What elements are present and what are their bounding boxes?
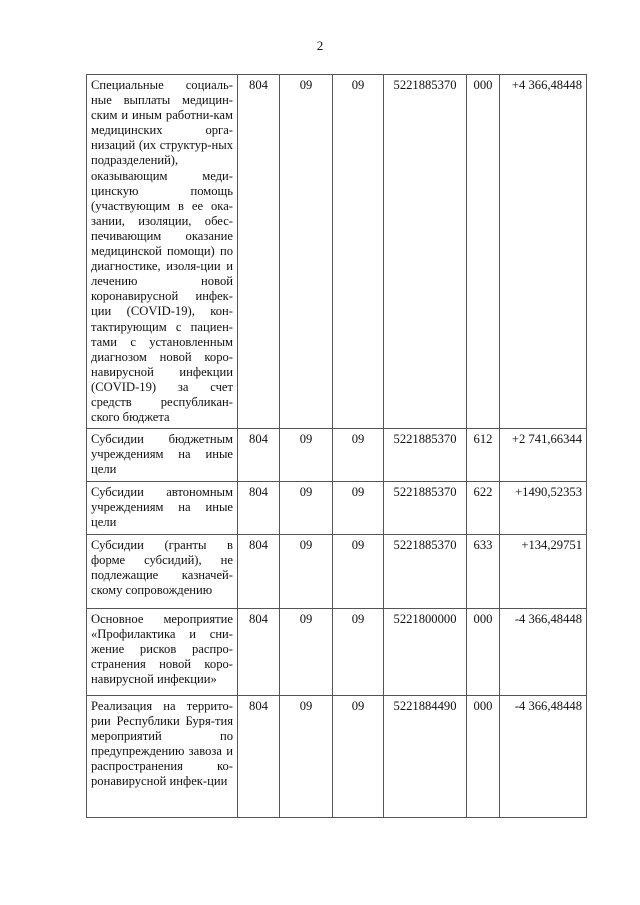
sum-cell: +2 741,66344 [500,429,587,482]
grbs-cell: 804 [238,482,280,535]
sum-cell: +1490,52353 [500,482,587,535]
rz-cell: 09 [280,696,333,818]
row-name-cell: Субсидии автономным учреждениям на иные цели [87,482,238,535]
grbs-cell: 804 [238,535,280,609]
pr-cell: 09 [333,609,384,696]
rz-cell: 09 [280,75,333,429]
csr-cell: 5221800000 [384,609,467,696]
budget-table [86,74,587,818]
sum-cell: -4 366,48448 [500,696,587,818]
grbs-cell: 804 [238,429,280,482]
csr-cell: 5221885370 [384,482,467,535]
row-name-cell: Субсидии бюджетным учреждениям на иные цели [87,429,238,482]
vr-cell: 000 [467,609,500,696]
grbs-cell: 804 [238,609,280,696]
sum-cell: +134,29751 [500,535,587,609]
table-row [87,429,587,482]
rz-cell: 09 [280,609,333,696]
pr-cell: 09 [333,482,384,535]
pr-cell: 09 [333,75,384,429]
row-name-cell: Реализация на террито-рии Республики Буря-тия мероприятий по предупреждению завоза и распространения ко-ронавирусной инфек-ции [87,696,238,818]
rz-cell: 09 [280,482,333,535]
rz-cell: 09 [280,535,333,609]
table-row [87,696,587,818]
sum-cell: -4 366,48448 [500,609,587,696]
pr-cell: 09 [333,535,384,609]
csr-cell: 5221884490 [384,696,467,818]
vr-cell: 612 [467,429,500,482]
vr-cell: 000 [467,696,500,818]
row-name-cell: Специальные социаль-ные выплаты медицин-ским и иным работни-кам медицинских орга-низаций (их структур-ных подразделений), оказывающим меди-цинскую помощь (участвующим в ее ока-зании, изоляции, обес-печивающим оказание медицинской помощи) по диагностике, изоля-ции и лечению новой коронавирусной инфек-ции (COVID-19), кон-тактирующим с пациен-тами с установленным диагнозом новой коро-навирусной инфекции (COVID-19) за счет средств республикан-ского бюджета [87,75,238,429]
page-number: 2 [316,38,324,53]
rz-cell: 09 [280,429,333,482]
vr-cell: 622 [467,482,500,535]
grbs-cell: 804 [238,696,280,818]
vr-cell: 633 [467,535,500,609]
sum-cell: +4 366,48448 [500,75,587,429]
vr-cell: 000 [467,75,500,429]
csr-cell: 5221885370 [384,75,467,429]
table-row [87,609,587,696]
table-row [87,535,587,609]
row-name-cell: Основное мероприятие «Профилактика и сни-жение рисков распро-странения новой коро-навирусной инфекции» [87,609,238,696]
grbs-cell: 804 [238,75,280,429]
pr-cell: 09 [333,429,384,482]
pr-cell: 09 [333,696,384,818]
table-row [87,75,587,429]
row-name-cell: Субсидии (гранты в форме субсидий), не подлежащие казначей-скому сопровождению [87,535,238,609]
table-row [87,482,587,535]
csr-cell: 5221885370 [384,535,467,609]
csr-cell: 5221885370 [384,429,467,482]
